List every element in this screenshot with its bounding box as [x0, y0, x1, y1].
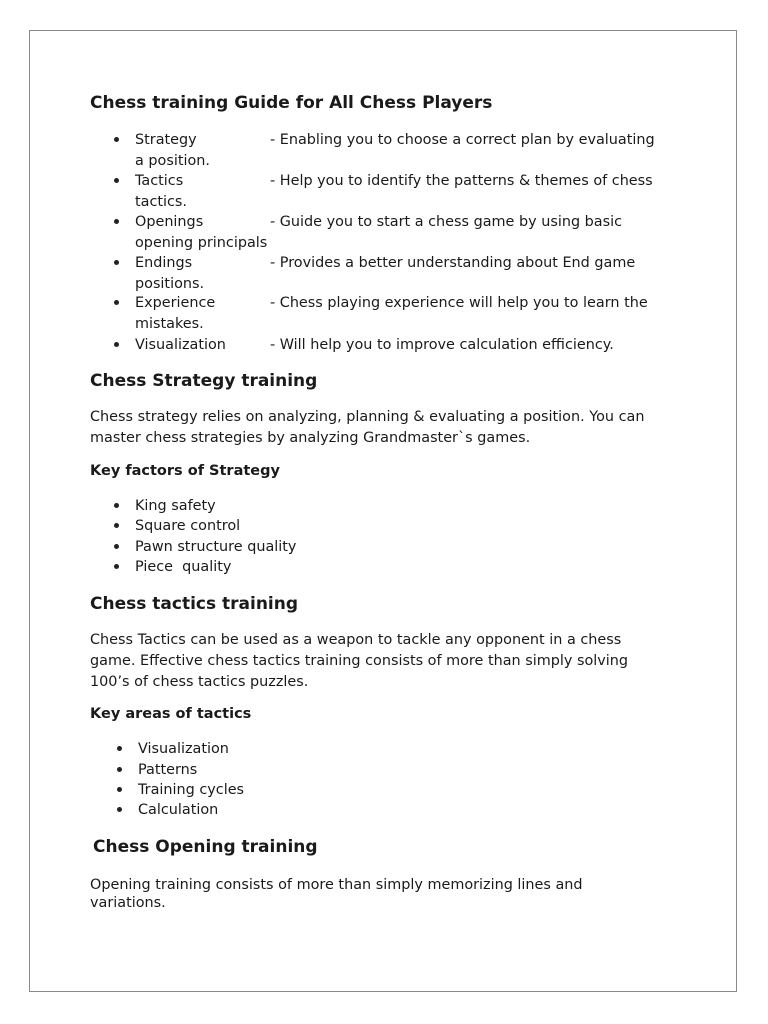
- bullet: [114, 178, 119, 183]
- bullet: [114, 137, 119, 142]
- bullet: [114, 523, 119, 528]
- list-item: Pawn structure quality: [135, 539, 297, 555]
- guide-item-desc: - Guide you to start a chess game by using basic: [270, 214, 623, 230]
- opening-paragraph-line: Opening training consists of more than simply memorizing lines and: [90, 877, 583, 893]
- bullet: [117, 767, 122, 772]
- list-item: Patterns: [138, 762, 198, 778]
- guide-item-desc: - Will help you to improve calculation efficiency.: [270, 337, 614, 353]
- guide-item-term: Tactics: [135, 173, 184, 189]
- tactics-heading: Chess tactics training: [90, 594, 299, 614]
- bullet: [114, 564, 119, 569]
- guide-item-cont: opening principals: [135, 235, 268, 251]
- tactics-paragraph-line: game. Effective chess tactics training consists of more than simply solving: [90, 653, 629, 669]
- bullet: [114, 260, 119, 265]
- bullet: [114, 219, 119, 224]
- guide-item-term: Visualization: [135, 337, 226, 353]
- guide-item-term: Endings: [135, 255, 193, 271]
- bullet: [117, 807, 122, 812]
- guide-item-desc: - Chess playing experience will help you to learn the: [270, 295, 648, 311]
- bullet: [114, 544, 119, 549]
- bullet: [117, 787, 122, 792]
- bullet: [117, 746, 122, 751]
- guide-item-desc: - Help you to identify the patterns & themes of chess: [270, 173, 653, 189]
- tactics-subheading: Key areas of tactics: [90, 706, 252, 722]
- bullet: [114, 300, 119, 305]
- tactics-paragraph-line: Chess Tactics can be used as a weapon to tackle any opponent in a chess: [90, 632, 622, 648]
- guide-item-term: Strategy: [135, 132, 197, 148]
- guide-item-desc: - Enabling you to choose a correct plan by evaluating: [270, 132, 655, 148]
- strategy-heading: Chess Strategy training: [90, 371, 318, 391]
- opening-heading: Chess Opening training: [93, 837, 318, 857]
- list-item: King safety: [135, 498, 216, 514]
- strategy-paragraph-line: Chess strategy relies on analyzing, planning & evaluating a position. You can: [90, 409, 645, 425]
- list-item: Piece quality: [135, 559, 232, 575]
- guide-item-cont: positions.: [135, 276, 205, 292]
- strategy-paragraph-line: master chess strategies by analyzing Grandmaster`s games.: [90, 430, 531, 446]
- list-item: Calculation: [138, 802, 219, 818]
- bullet: [114, 503, 119, 508]
- guide-item-cont: tactics.: [135, 194, 187, 210]
- tactics-paragraph-line: 100’s of chess tactics puzzles.: [90, 674, 309, 690]
- strategy-subheading: Key factors of Strategy: [90, 463, 280, 479]
- bullet: [114, 342, 119, 347]
- guide-item-cont: a position.: [135, 153, 210, 169]
- guide-item-term: Experience: [135, 295, 216, 311]
- guide-title: Chess training Guide for All Chess Players: [90, 93, 493, 113]
- opening-paragraph-line: variations.: [90, 895, 166, 911]
- list-item: Training cycles: [138, 782, 245, 798]
- list-item: Square control: [135, 518, 241, 534]
- list-item: Visualization: [138, 741, 229, 757]
- guide-item-desc: - Provides a better understanding about End game: [270, 255, 636, 271]
- guide-item-cont: mistakes.: [135, 316, 204, 332]
- guide-item-term: Openings: [135, 214, 204, 230]
